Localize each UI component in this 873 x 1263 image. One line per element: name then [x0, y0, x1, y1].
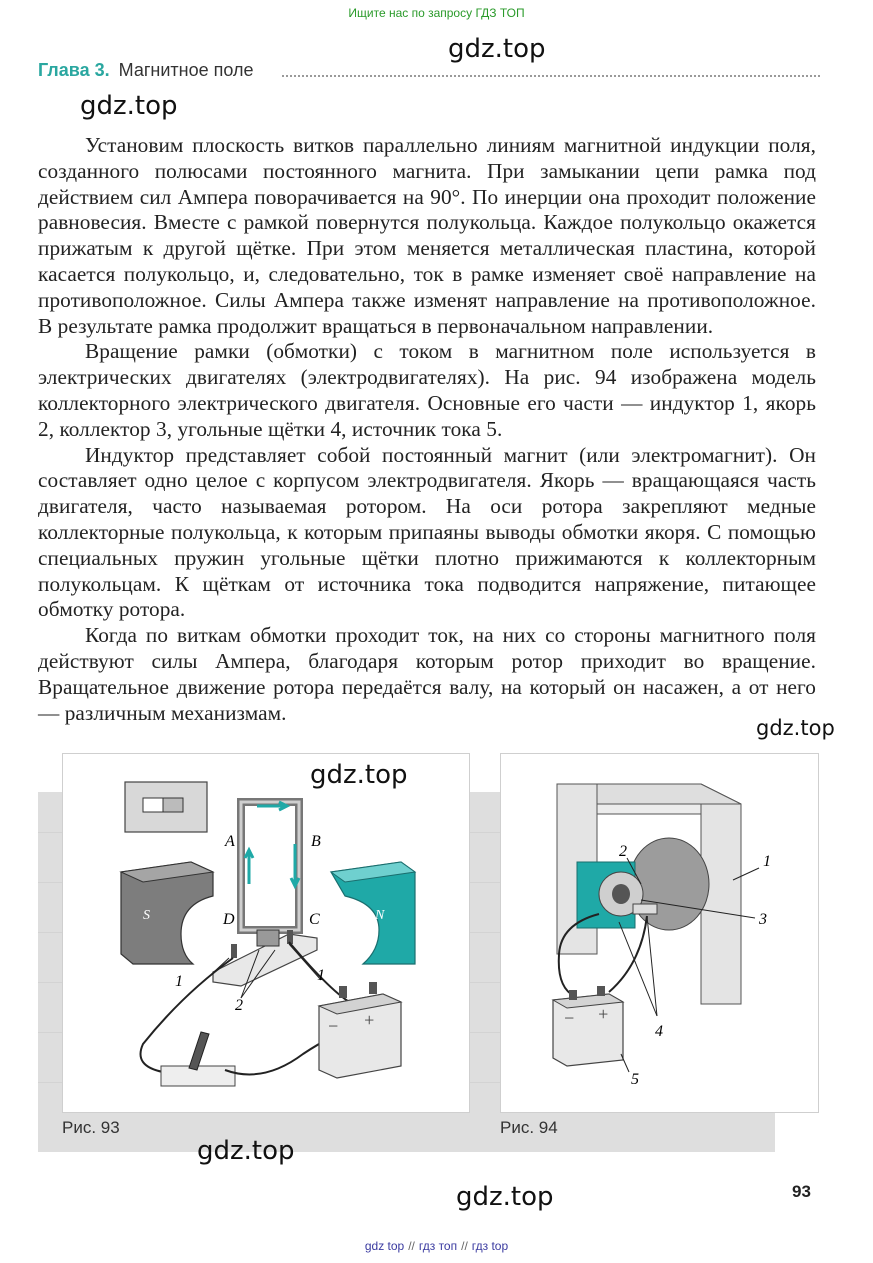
- label-1-right: 1: [317, 967, 325, 984]
- label-3: 3: [759, 911, 767, 928]
- bottom-link[interactable]: гдз top: [471, 1239, 509, 1253]
- body-text: [38, 133, 816, 726]
- watermark: gdz.top: [197, 1136, 295, 1166]
- label-2: 2: [235, 997, 243, 1014]
- label-a: A: [225, 833, 235, 850]
- bottom-link[interactable]: гдз топ: [418, 1239, 458, 1253]
- search-hint-link[interactable]: Ищите нас по запросу ГДЗ ТОП: [348, 6, 525, 20]
- label-1: 1: [763, 853, 771, 870]
- battery-minus: −: [327, 1016, 340, 1036]
- label-4: 4: [655, 1023, 663, 1040]
- bottom-links: gdz top // гдз топ // гдз top: [364, 1239, 509, 1253]
- label-s: S: [143, 908, 150, 923]
- paragraph: Когда по виткам обмотки проходит ток, на них со стороны магнитного поля действуют силы Ампера, благодаря которым ротор приходит во вращение. Вращательное движение ротора передаётся валу, на который он насажен, а от него — различным механизмам.: [38, 623, 816, 725]
- label-b: B: [311, 833, 321, 850]
- paragraph: Индуктор представляет собой постоянный магнит (или электромагнит). Он составляет одно целое с корпусом электродвигателя. Якорь — вращающаяся часть двигателя, часто называемая ротором. На оси ротора закрепляют медные коллекторные полукольца, к которым припаяны выводы обмотки якоря. С помощью специальных пружин угольные щётки плотно прижимаются к коллекторным полукольцам. К щёткам от источника тока подводится напряжение, питающее обмотку ротора.: [38, 442, 816, 622]
- watermark: gdz.top: [80, 91, 178, 121]
- switch: [161, 1066, 235, 1086]
- label-2: 2: [619, 843, 627, 860]
- battery-minus: −: [563, 1008, 576, 1028]
- figure-94-panel: [500, 753, 819, 1113]
- figure-93-panel: [62, 753, 470, 1113]
- watermark: gdz.top: [456, 1182, 554, 1212]
- figure-93-drawing: [63, 754, 469, 1112]
- watermark: gdz.top: [756, 716, 835, 740]
- paragraph: Вращение рамки (обмотки) с током в магнитном поле используется в электрических двигателях (электродвигателях). На рис. 94 изображена модель коллекторного электрического двигателя. Основные его части — индуктор 1, якорь 2, коллектор 3, угольные щётки 4, источник тока 5.: [38, 339, 816, 441]
- header-divider: [282, 75, 820, 77]
- chapter-number: Глава 3.: [38, 60, 110, 80]
- watermark: gdz.top: [310, 760, 408, 790]
- chapter-topic: Магнитное поле: [118, 60, 254, 80]
- label-d: D: [223, 911, 235, 928]
- label-n: N: [375, 908, 385, 923]
- bottom-link[interactable]: gdz top: [364, 1239, 405, 1253]
- figure-94-caption: Рис. 94: [500, 1118, 558, 1137]
- paragraph: Установим плоскость витков параллельно линиям магнитной индукции поля, созданного полюсами постоянного магнита. При замыкании цепи рамка под действием сил Ампера поворачивается на 90°. По инерции она проходит положение равновесия. Вместе с рамкой повернутся полукольца. Каждое полукольцо окажется прижатым к другой щётке. При этом меняется металлическая пластина, которой касается полукольцо, и, следовательно, ток в рамке изменяет своё направление на противоположное. Силы Ампера также изменят направление на противоположное. В результате рамка продолжит вращаться в первоначальном направлении.: [38, 133, 816, 338]
- label-5: 5: [631, 1071, 639, 1088]
- battery-plus: +: [363, 1010, 376, 1030]
- figure-93-caption: Рис. 93: [62, 1118, 120, 1137]
- figure-94-drawing: [501, 754, 818, 1112]
- label-1-left: 1: [175, 973, 183, 990]
- label-c: C: [309, 911, 320, 928]
- page-number: 93: [792, 1182, 811, 1201]
- battery-plus: +: [597, 1004, 610, 1024]
- chapter-header: [38, 60, 253, 84]
- watermark: gdz.top: [448, 34, 546, 64]
